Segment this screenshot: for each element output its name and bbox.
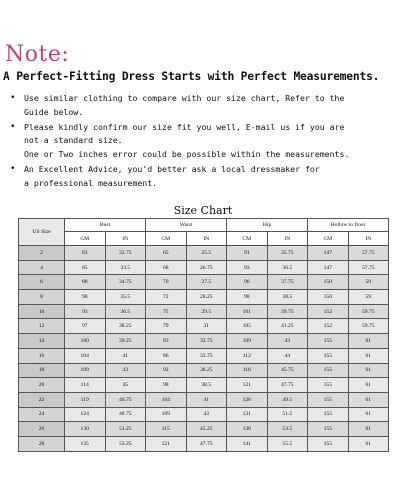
table-row: [19, 378, 389, 393]
bullet-item: [10, 163, 398, 190]
measurement-cell: 135: [65, 436, 106, 451]
measurement-cell: 38.25: [105, 319, 146, 334]
measurement-cell: 101: [227, 304, 268, 319]
measurement-cell: 38.5: [186, 378, 227, 393]
table-header-row: [19, 219, 389, 232]
measurement-cell: 34.75: [105, 275, 146, 290]
measurement-cell: 109: [146, 407, 187, 422]
measurement-cell: 25.5: [186, 246, 227, 261]
measurement-cell: 119: [65, 392, 106, 407]
measurement-cell: 39.25: [105, 334, 146, 349]
measurement-cell: 147: [308, 260, 349, 275]
measurement-cell: 131: [227, 407, 268, 422]
size-cell: 26: [19, 422, 65, 437]
measurement-cell: 48.75: [105, 407, 146, 422]
unit-header: IN: [105, 232, 146, 246]
unit-header: IN: [348, 232, 389, 246]
measurement-cell: 38.5: [267, 290, 308, 305]
size-cell: 14: [19, 334, 65, 349]
measurement-cell: 61: [348, 407, 389, 422]
table-row: [19, 363, 389, 378]
measurement-cell: 112: [227, 348, 268, 363]
measurement-cell: 55.5: [267, 436, 308, 451]
measurement-cell: 93: [65, 304, 106, 319]
measurement-cell: 68: [146, 260, 187, 275]
measurement-cell: 70: [146, 275, 187, 290]
measurement-cell: 88: [65, 275, 106, 290]
measurement-cell: 98: [146, 378, 187, 393]
measurement-cell: 155: [308, 407, 349, 422]
measurement-cell: 155: [308, 334, 349, 349]
measurement-cell: 79: [146, 319, 187, 334]
measurement-cell: 35.5: [105, 290, 146, 305]
unit-header: IN: [186, 232, 227, 246]
measurement-cell: 115: [146, 422, 187, 437]
table-row: [19, 348, 389, 363]
measurement-cell: 45: [105, 378, 146, 393]
subtitle: A Perfect-Fitting Dress Starts with Perfect Measurements.: [3, 70, 380, 83]
measurement-cell: 72: [146, 290, 187, 305]
measurement-cell: 31: [186, 319, 227, 334]
size-cell: 24: [19, 407, 65, 422]
bullet-text: An Excellent Advice, you'd better ask a local dressmaker for a professional measurement.: [24, 164, 320, 188]
measurement-cell: 45.75: [267, 363, 308, 378]
size-cell: 6: [19, 275, 65, 290]
measurement-cell: 97: [65, 319, 106, 334]
size-cell: 22: [19, 392, 65, 407]
unit-header-row: [19, 232, 389, 246]
measurement-cell: 46.75: [105, 392, 146, 407]
size-cell: 20: [19, 378, 65, 393]
measurement-cell: 35.75: [267, 246, 308, 261]
measurement-cell: 155: [308, 422, 349, 437]
table-row: [19, 334, 389, 349]
table-row: [19, 392, 389, 407]
measurement-cell: 155: [308, 378, 349, 393]
measurement-cell: 121: [227, 378, 268, 393]
table-row: [19, 246, 389, 261]
measurement-cell: 91: [227, 246, 268, 261]
measurement-cell: 61: [348, 436, 389, 451]
measurement-cell: 53.5: [267, 422, 308, 437]
measurement-cell: 86: [146, 348, 187, 363]
bullet-dot-icon: •: [10, 121, 16, 132]
size-cell: 16: [19, 348, 65, 363]
measurement-cell: 152: [308, 304, 349, 319]
measurement-cell: 36.5: [267, 260, 308, 275]
size-cell: 12: [19, 319, 65, 334]
size-column-header: US Size: [19, 219, 65, 246]
measurement-cell: 59.75: [348, 304, 389, 319]
measurement-cell: 104: [65, 348, 106, 363]
size-chart-title: Size Chart: [173, 204, 233, 217]
measurement-cell: 61: [348, 392, 389, 407]
measurement-cell: 155: [308, 392, 349, 407]
measurement-cell: 41.25: [267, 319, 308, 334]
measurement-cell: 155: [308, 363, 349, 378]
table-row: [19, 436, 389, 451]
measurement-cell: 43: [267, 334, 308, 349]
unit-header: CM: [146, 232, 187, 246]
measurement-cell: 155: [308, 436, 349, 451]
measurement-cell: 83: [146, 334, 187, 349]
measurement-cell: 136: [227, 422, 268, 437]
measurement-cell: 105: [227, 319, 268, 334]
measurement-cell: 100: [65, 334, 106, 349]
measurement-cell: 33.5: [105, 260, 146, 275]
unit-header: CM: [227, 232, 268, 246]
measurement-cell: 41: [186, 392, 227, 407]
measurement-cell: 61: [348, 334, 389, 349]
size-cell: 10: [19, 304, 65, 319]
bullet-item: [10, 121, 398, 162]
group-header-bust: Bust: [65, 219, 146, 232]
measurement-cell: 44: [267, 348, 308, 363]
table-row: [19, 422, 389, 437]
bullet-item: [10, 92, 398, 119]
unit-header: CM: [65, 232, 106, 246]
measurement-cell: 59: [348, 275, 389, 290]
measurement-cell: 59.75: [348, 319, 389, 334]
measurement-cell: 43: [186, 407, 227, 422]
size-table: [18, 218, 389, 452]
measurement-cell: 28.25: [186, 290, 227, 305]
measurement-cell: 51.5: [267, 407, 308, 422]
bullet-list: [10, 92, 398, 192]
measurement-cell: 141: [227, 436, 268, 451]
measurement-cell: 59: [348, 290, 389, 305]
note-title: Note:: [5, 42, 70, 67]
measurement-cell: 51.25: [105, 422, 146, 437]
measurement-cell: 32.75: [105, 246, 146, 261]
unit-header: IN: [267, 232, 308, 246]
measurement-cell: 152: [308, 319, 349, 334]
table-row: [19, 260, 389, 275]
measurement-cell: 61: [348, 363, 389, 378]
measurement-cell: 109: [65, 363, 106, 378]
measurement-cell: 57.75: [348, 260, 389, 275]
measurement-cell: 33.75: [186, 348, 227, 363]
unit-header: CM: [308, 232, 349, 246]
measurement-cell: 53.25: [105, 436, 146, 451]
table-row: [19, 304, 389, 319]
measurement-cell: 121: [146, 436, 187, 451]
measurement-cell: 61: [348, 422, 389, 437]
size-table-body: [19, 246, 389, 452]
group-header-waist: Waist: [146, 219, 227, 232]
measurement-cell: 124: [65, 407, 106, 422]
measurement-cell: 116: [227, 363, 268, 378]
size-cell: 28: [19, 436, 65, 451]
measurement-cell: 109: [227, 334, 268, 349]
bullet-text: Use similar clothing to compare with our size chart, Refer to the Guide below.: [24, 93, 345, 117]
bullet-dot-icon: •: [10, 164, 16, 175]
size-cell: 18: [19, 363, 65, 378]
measurement-cell: 47.75: [186, 436, 227, 451]
measurement-cell: 150: [308, 290, 349, 305]
measurement-cell: 75: [146, 304, 187, 319]
measurement-cell: 43: [105, 363, 146, 378]
measurement-cell: 96: [227, 275, 268, 290]
measurement-cell: 29.5: [186, 304, 227, 319]
measurement-cell: 114: [65, 378, 106, 393]
measurement-cell: 130: [65, 422, 106, 437]
measurement-cell: 49.5: [267, 392, 308, 407]
measurement-cell: 39.75: [267, 304, 308, 319]
measurement-cell: 90: [65, 290, 106, 305]
measurement-cell: 26.75: [186, 260, 227, 275]
measurement-cell: 83: [65, 246, 106, 261]
measurement-cell: 150: [308, 275, 349, 290]
measurement-cell: 85: [65, 260, 106, 275]
measurement-cell: 45.25: [186, 422, 227, 437]
measurement-cell: 155: [308, 348, 349, 363]
measurement-cell: 92: [146, 363, 187, 378]
table-row: [19, 290, 389, 305]
table-row: [19, 319, 389, 334]
size-cell: 2: [19, 246, 65, 261]
measurement-cell: 32.75: [186, 334, 227, 349]
group-header-hollow-to-floor: Hollow to floor: [308, 219, 389, 232]
measurement-cell: 27.5: [186, 275, 227, 290]
measurement-cell: 36.25: [186, 363, 227, 378]
measurement-cell: 57.75: [348, 246, 389, 261]
measurement-cell: 47.75: [267, 378, 308, 393]
measurement-cell: 41: [105, 348, 146, 363]
measurement-cell: 36.5: [105, 304, 146, 319]
measurement-cell: 147: [308, 246, 349, 261]
measurement-cell: 65: [146, 246, 187, 261]
measurement-cell: 37.75: [267, 275, 308, 290]
measurement-cell: 126: [227, 392, 268, 407]
bullet-dot-icon: •: [10, 93, 16, 103]
measurement-cell: 61: [348, 378, 389, 393]
measurement-cell: 93: [227, 260, 268, 275]
measurement-cell: 104: [146, 392, 187, 407]
bullet-text: Please kindly confirm our size fit you well, E-mail us if you are not a standard size. One or Two inches error could be possible within the measurements.: [24, 121, 350, 159]
table-row: [19, 275, 389, 290]
measurement-cell: 61: [348, 348, 389, 363]
group-header-hip: Hip: [227, 219, 308, 232]
size-cell: 4: [19, 260, 65, 275]
size-cell: 8: [19, 290, 65, 305]
table-row: [19, 407, 389, 422]
measurement-cell: 98: [227, 290, 268, 305]
